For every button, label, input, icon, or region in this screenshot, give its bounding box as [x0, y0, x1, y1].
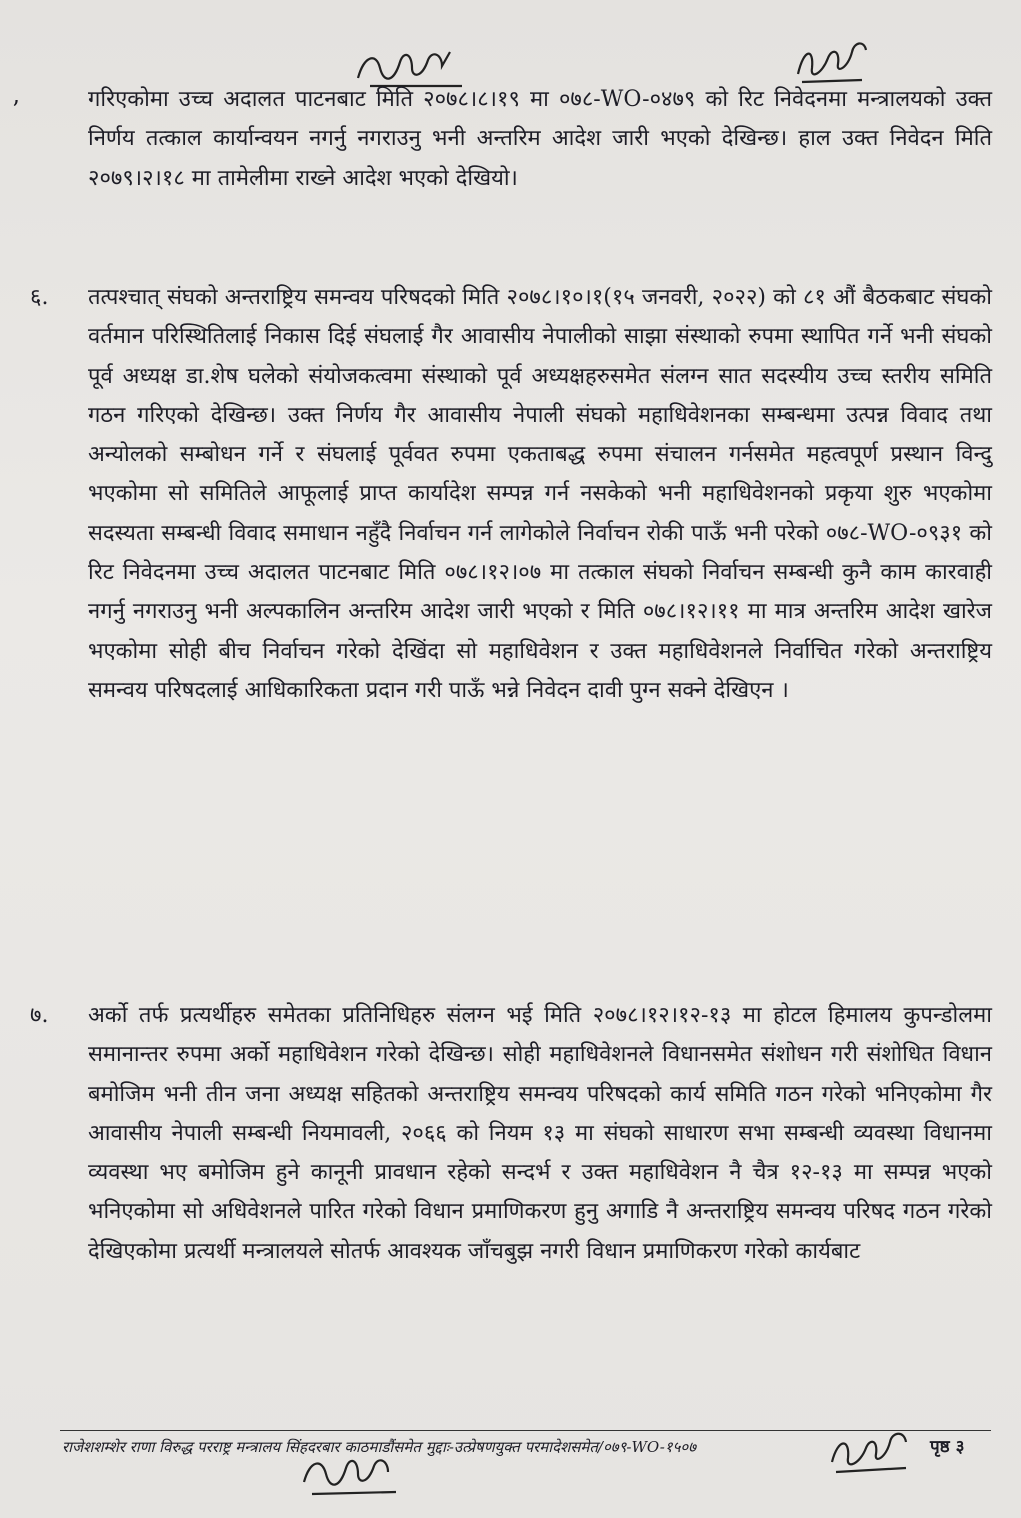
- paragraph-6: तत्पश्चात् संघको अन्तराष्ट्रिय समन्वय परिषदको मिति २०७८।१०।१(१५ जनवरी, २०२२) को ८१ औं बैठकबाट संघको वर्तमान परिस्थितिलाई निकास दिई संघलाई गैर आवासीय नेपालीको साझा संस्थाको रुपमा स्थापित गर्ने भनी संघको पूर्व अध्यक्ष डा.शेष घलेको संयोजकत्वमा संस्थाको पूर्व अध्यक्षहरुसमेत संलग्न सात सदस्यीय उच्च स्तरीय समिति गठन गरिएको देखिन्छ। उक्त निर्णय गैर आवासीय नेपाली संघको महाधिवेशनका सम्बन्धमा उत्पन्न विवाद तथा अन्योलको सम्बोधन गर्ने र संघलाई पूर्ववत रुपमा एकताबद्ध रुपमा संचालन गर्नसमेत महत्वपूर्ण प्रस्थान विन्दु भएकोमा सो समितिले आफूलाई प्राप्त कार्यादेश सम्पन्न गर्न नसकेको भनी महाधिवेशनको प्रकृया शुरु भएकोमा सदस्यता सम्बन्धी विवाद समाधान नहुँदै निर्वाचन गर्न लागेकोले निर्वाचन रोकी पाऊँ भनी परेको ०७८-WO-०९३१ को रिट निवेदनमा उच्च अदालत पाटनबाट मिति ०७८।१२।०७ मा तत्काल संघको निर्वाचन सम्बन्धी कुनै काम कारवाही नगर्नु नगराउनु भनी अल्पकालिन अन्तरिम आदेश जारी भएको र मिति ०७८।१२।११ मा मात्र अन्तरिम आदेश खारेज भएकोमा सोही बीच निर्वाचन गरेको देखिंदा सो महाधिवेशन र उक्त महाधिवेशनले निर्वाचित गरेको अन्तराष्ट्रिय समन्वय परिषदलाई आधिकारिकता प्रदान गरी पाऊँ भन्ने निवेदन दावी पुग्न सक्ने देखिएन ।: [88, 285, 992, 703]
- page-number: पृष्ठ ३: [930, 1437, 965, 1457]
- paragraph-number-6: ६.: [30, 285, 49, 310]
- paragraph-7: अर्को तर्फ प्रत्यर्थीहरु समेतका प्रतिनिधिहरु संलग्न भई मिति २०७८।१२।१२-१३ मा होटल हिमालय कुपन्डोलमा समानान्तर रुपमा अर्को महाधिवेशन गरेको देखिन्छ। सोही महाधिवेशनले विधानसमेत संशोधन गरी संशोधित विधान बमोजिम भनी तीन जना अध्यक्ष सहितको अन्तराष्ट्रिय समन्वय परिषदको कार्य समिति गठन गरेको भनिएकोमा गैर आवासीय नेपाली सम्बन्धी नियमावली, २०६६ को नियम १३ मा संघको साधारण सभा सम्बन्धी व्यवस्था विधानमा व्यवस्था भए बमोजिम हुने कानूनी प्रावधान रहेको सन्दर्भ र उक्त महाधिवेशन नै चैत्र १२-१३ मा सम्पन्न भएको भनिएकोमा सो अधिवेशनले पारित गरेको विधान प्रमाणिकरण हुनु अगाडि नै अन्तराष्ट्रिय समन्वय परिषद गठन गरेको देखिएकोमा प्रत्यर्थी मन्त्रालयले सोतर्फ आवश्यक जाँचबुझ नगरी विधान प्रमाणिकरण गरेको कार्यबाट: [88, 1003, 992, 1264]
- footer-divider: [60, 1430, 991, 1431]
- paragraph-continuation: गरिएकोमा उच्च अदालत पाटनबाट मिति २०७८।८।१९ मा ०७८-WO-०४७९ को रिट निवेदनमा मन्त्रालयको उक्त निर्णय तत्काल कार्यान्वयन नगर्नु नगराउनु भनी अन्तरिम आदेश जारी भएको देखिन्छ। हाल उक्त निवेदन मिति २०७९।२।१८ मा तामेलीमा राख्ने आदेश भएको देखियो।: [88, 87, 992, 191]
- paragraph-number-7: ७.: [30, 1003, 49, 1028]
- margin-mark: ’: [12, 96, 20, 124]
- footer-case-title: राजेशशम्शेर राणा विरुद्ध परराष्ट्र मन्त्रालय सिंहदरबार काठमाडौंसमेत मुद्दाः-उत्प्रेषणयुक्त परमादेशसमेत/०७९-WO-१५०७: [62, 1438, 696, 1456]
